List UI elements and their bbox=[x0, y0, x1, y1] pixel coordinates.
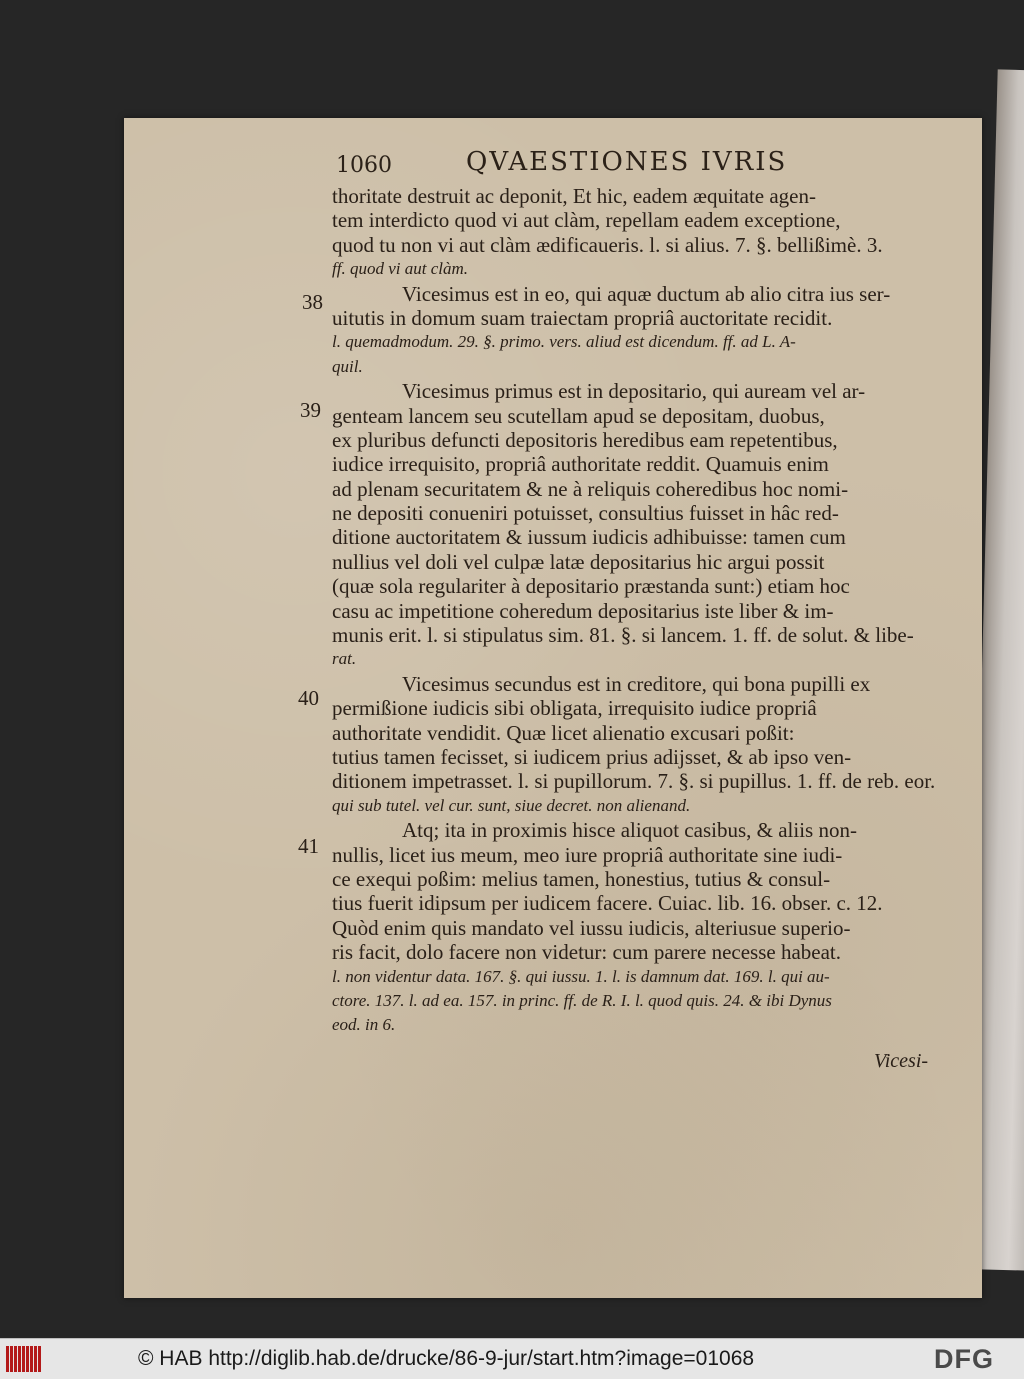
text-line: casu ac impetitione coheredum depositarius iste liber & im- bbox=[332, 598, 834, 623]
text-line: ex pluribus defuncti depositoris heredibus eam repetentibus, bbox=[332, 427, 838, 452]
margin-number: 39 bbox=[300, 398, 321, 422]
text-line: nullius vel doli vel culpæ latæ depositarius hic argui possit bbox=[332, 549, 825, 574]
text-line: ditionem impetrasset. l. si pupillorum. 7. §. si pupillus. 1. ff. de reb. eor. bbox=[332, 769, 936, 794]
text-line: tem interdicto quod vi aut clàm, repellam eadem exceptione, bbox=[332, 208, 841, 233]
page-header bbox=[336, 145, 936, 179]
text-line: Vicesimus primus est in depositario, qui auream vel ar- bbox=[402, 379, 866, 404]
text-line: nullis, licet ius meum, meo iure propriâ authoritate sine iudi- bbox=[332, 842, 843, 867]
text-line: thoritate destruit ac deponit, Et hic, eadem æquitate agen- bbox=[332, 184, 816, 208]
text-line: tius fuerit idipsum per iudicem facere. Cuiac. lib. 16. obser. c. 12. bbox=[332, 891, 883, 916]
text-line: ad plenam securitatem & ne à reliquis coheredibus hoc nomi- bbox=[332, 476, 849, 501]
book-page bbox=[124, 118, 982, 1298]
text-line: (quæ sola regulariter à depositario præstanda sunt:) etiam hoc bbox=[332, 574, 850, 599]
text-line: genteam lancem seu scutellam apud se depositam, duobus, bbox=[332, 403, 825, 428]
text-line: ce exequi poßim: melius tamen, honestius, tutius & consul- bbox=[332, 866, 831, 891]
text-line: ff. quod vi aut clàm. bbox=[332, 259, 468, 279]
text-line: permißione iudicis sibi obligata, irrequisito iudice propriâ bbox=[332, 696, 817, 721]
text-line: l. non videntur data. 167. §. qui iussu. 1. l. is damnum dat. 169. l. qui au- bbox=[332, 966, 830, 986]
text-block bbox=[332, 184, 952, 1038]
text-line: iudice irrequisito, propriâ authoritate reddit. Quamuis enim bbox=[332, 452, 829, 477]
hab-barcode-logo-icon[interactable] bbox=[6, 1346, 46, 1372]
catchword: Vicesi- bbox=[874, 1050, 929, 1072]
running-title: QVAESTIONES IVRIS bbox=[466, 147, 788, 177]
text-line: quil. bbox=[332, 356, 363, 376]
text-line: tutius tamen fecisset, si iudicem prius adijsset, & ab ipso ven- bbox=[332, 744, 852, 769]
page-number: 1060 bbox=[336, 153, 392, 178]
text-line: authoritate vendidit. Quæ licet alienatio excusari poßit: bbox=[332, 720, 795, 745]
text-line: ctore. 137. l. ad ea. 157. in princ. ff. de R. I. l. quod quis. 24. & ibi Dynus bbox=[332, 990, 832, 1010]
text-line: eod. in 6. bbox=[332, 1015, 396, 1035]
dfg-logo[interactable]: DFG bbox=[934, 1344, 994, 1374]
text-line: uitutis in domum suam traiectam propriâ auctoritate recidit. bbox=[332, 305, 833, 330]
text-line: ne depositi conueniri potuisset, consultius fuisset in hâc red- bbox=[332, 501, 839, 526]
viewer-footer bbox=[0, 1338, 1024, 1379]
text-line: Vicesimus est in eo, qui aquæ ductum ab alio citra ius ser- bbox=[402, 281, 891, 306]
margin-number: 38 bbox=[302, 290, 323, 314]
margin-number: 40 bbox=[298, 686, 319, 710]
text-line: munis erit. l. si stipulatus sim. 81. §. si lancem. 1. ff. de solut. & libe- bbox=[332, 623, 914, 648]
text-line: rat. bbox=[332, 649, 357, 669]
text-line: qui sub tutel. vel cur. sunt, siue decret. non alienand. bbox=[332, 795, 691, 815]
text-line: l. quemadmodum. 29. §. primo. vers. aliud est dicendum. ff. ad L. A- bbox=[332, 332, 796, 352]
text-line: ditione auctoritatem & iussum iudicis adhibuisse: tamen cum bbox=[332, 525, 846, 550]
text-line: Quòd enim quis mandato vel iussu iudicis, alteriusue superio- bbox=[332, 915, 851, 940]
text-line: Vicesimus secundus est in creditore, qui bona pupilli ex bbox=[402, 671, 871, 696]
margin-number: 41 bbox=[298, 834, 319, 858]
text-line: ris facit, dolo facere non videtur: cum parere necesse habeat. bbox=[332, 940, 842, 965]
copyright-link[interactable]: © HAB http://diglib.hab.de/drucke/86-9-jur/start.htm?image=01068 bbox=[138, 1347, 755, 1370]
text-line: quod tu non vi aut clàm ædificaueris. l. si alius. 7. §. bellißimè. 3. bbox=[332, 232, 883, 257]
text-line: Atq; ita in proximis hisce aliquot casibus, & aliis non- bbox=[402, 818, 857, 843]
